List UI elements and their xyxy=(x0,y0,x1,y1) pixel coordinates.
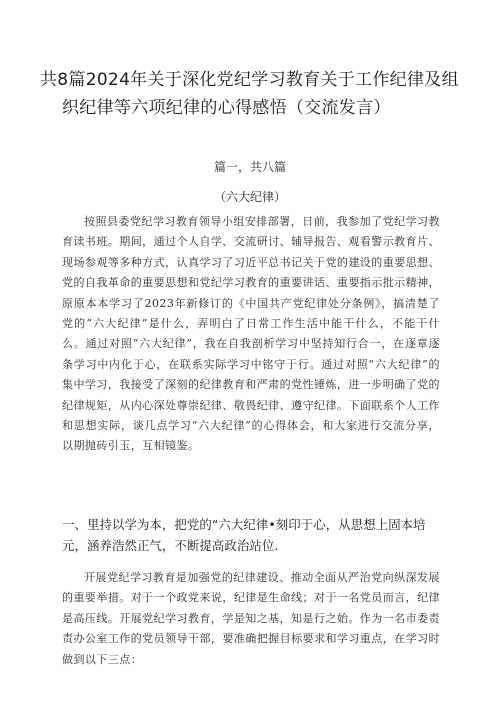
intro-paragraph: 按照县委党纪学习教育领导小组安排部署，日前，我参加了党纪学习教育读书班。期间，通过个人自学、交流研讨、辅导报告、观看警示教育片、现场参观等多种方式，认真学习了习近平总书记关于党的建设的重要思想、党的自我革命的重要思想和党纪学习教育的重要讲话、重要指示批示精神，原原本本学习了2023年新修订的《中国共产党纪律处分条例》，搞清楚了党的“六大纪律”是什么，弄明白了日常工作生活中能干什么，不能干什么。通过对照“六大纪律”，我在自我剖析学习中坚持知行合一，在逐章逐条学习中内化于心，在联系实际学习中铭守于行。通过对照“六大纪律”的集中学习，我接受了深刻的纪律教育和严肃的党性锤炼，进一步明确了党的纪律规矩，从内心深处尊崇纪律、敬畏纪律、遵守纪律。下面联系个人工作和思想实际，谈几点学习“六大纪律”的心得体会，和大家进行交流分享，以期抛砖引玉，互相镜鉴。 xyxy=(62,215,440,453)
part-heading: 篇一，共八篇 xyxy=(213,160,286,174)
document-title xyxy=(40,66,470,122)
point-1-heading: 一、里持以学为本，把党的“六大纪律•刻印于心，从思想上固本培元，涵养浩然正气，不断提高政治站位. xyxy=(62,517,426,553)
sub-heading: （六大纪律） xyxy=(213,190,286,204)
title-line-1: 共8篇2024年关于深化党纪学习教育关于工作纪律及组 xyxy=(40,70,459,90)
body-paragraph: 开展党纪学习教育是加强党的纪律建设、推动全面从严治党向纵深发展的重要举措。对于一个政党来说，纪律是生命线；对于一名党员而言，纪律是高压线。开展党纪学习教育，学是知之基，知是行之始。作为一名市委责责办公室工作的党员领导干部，要准确把握目标要求和学习重点，在学习时做到以下三点： xyxy=(62,571,440,666)
title-line-2: 织纪律等六项纪律的心得感悟（交流发言） xyxy=(62,98,391,118)
